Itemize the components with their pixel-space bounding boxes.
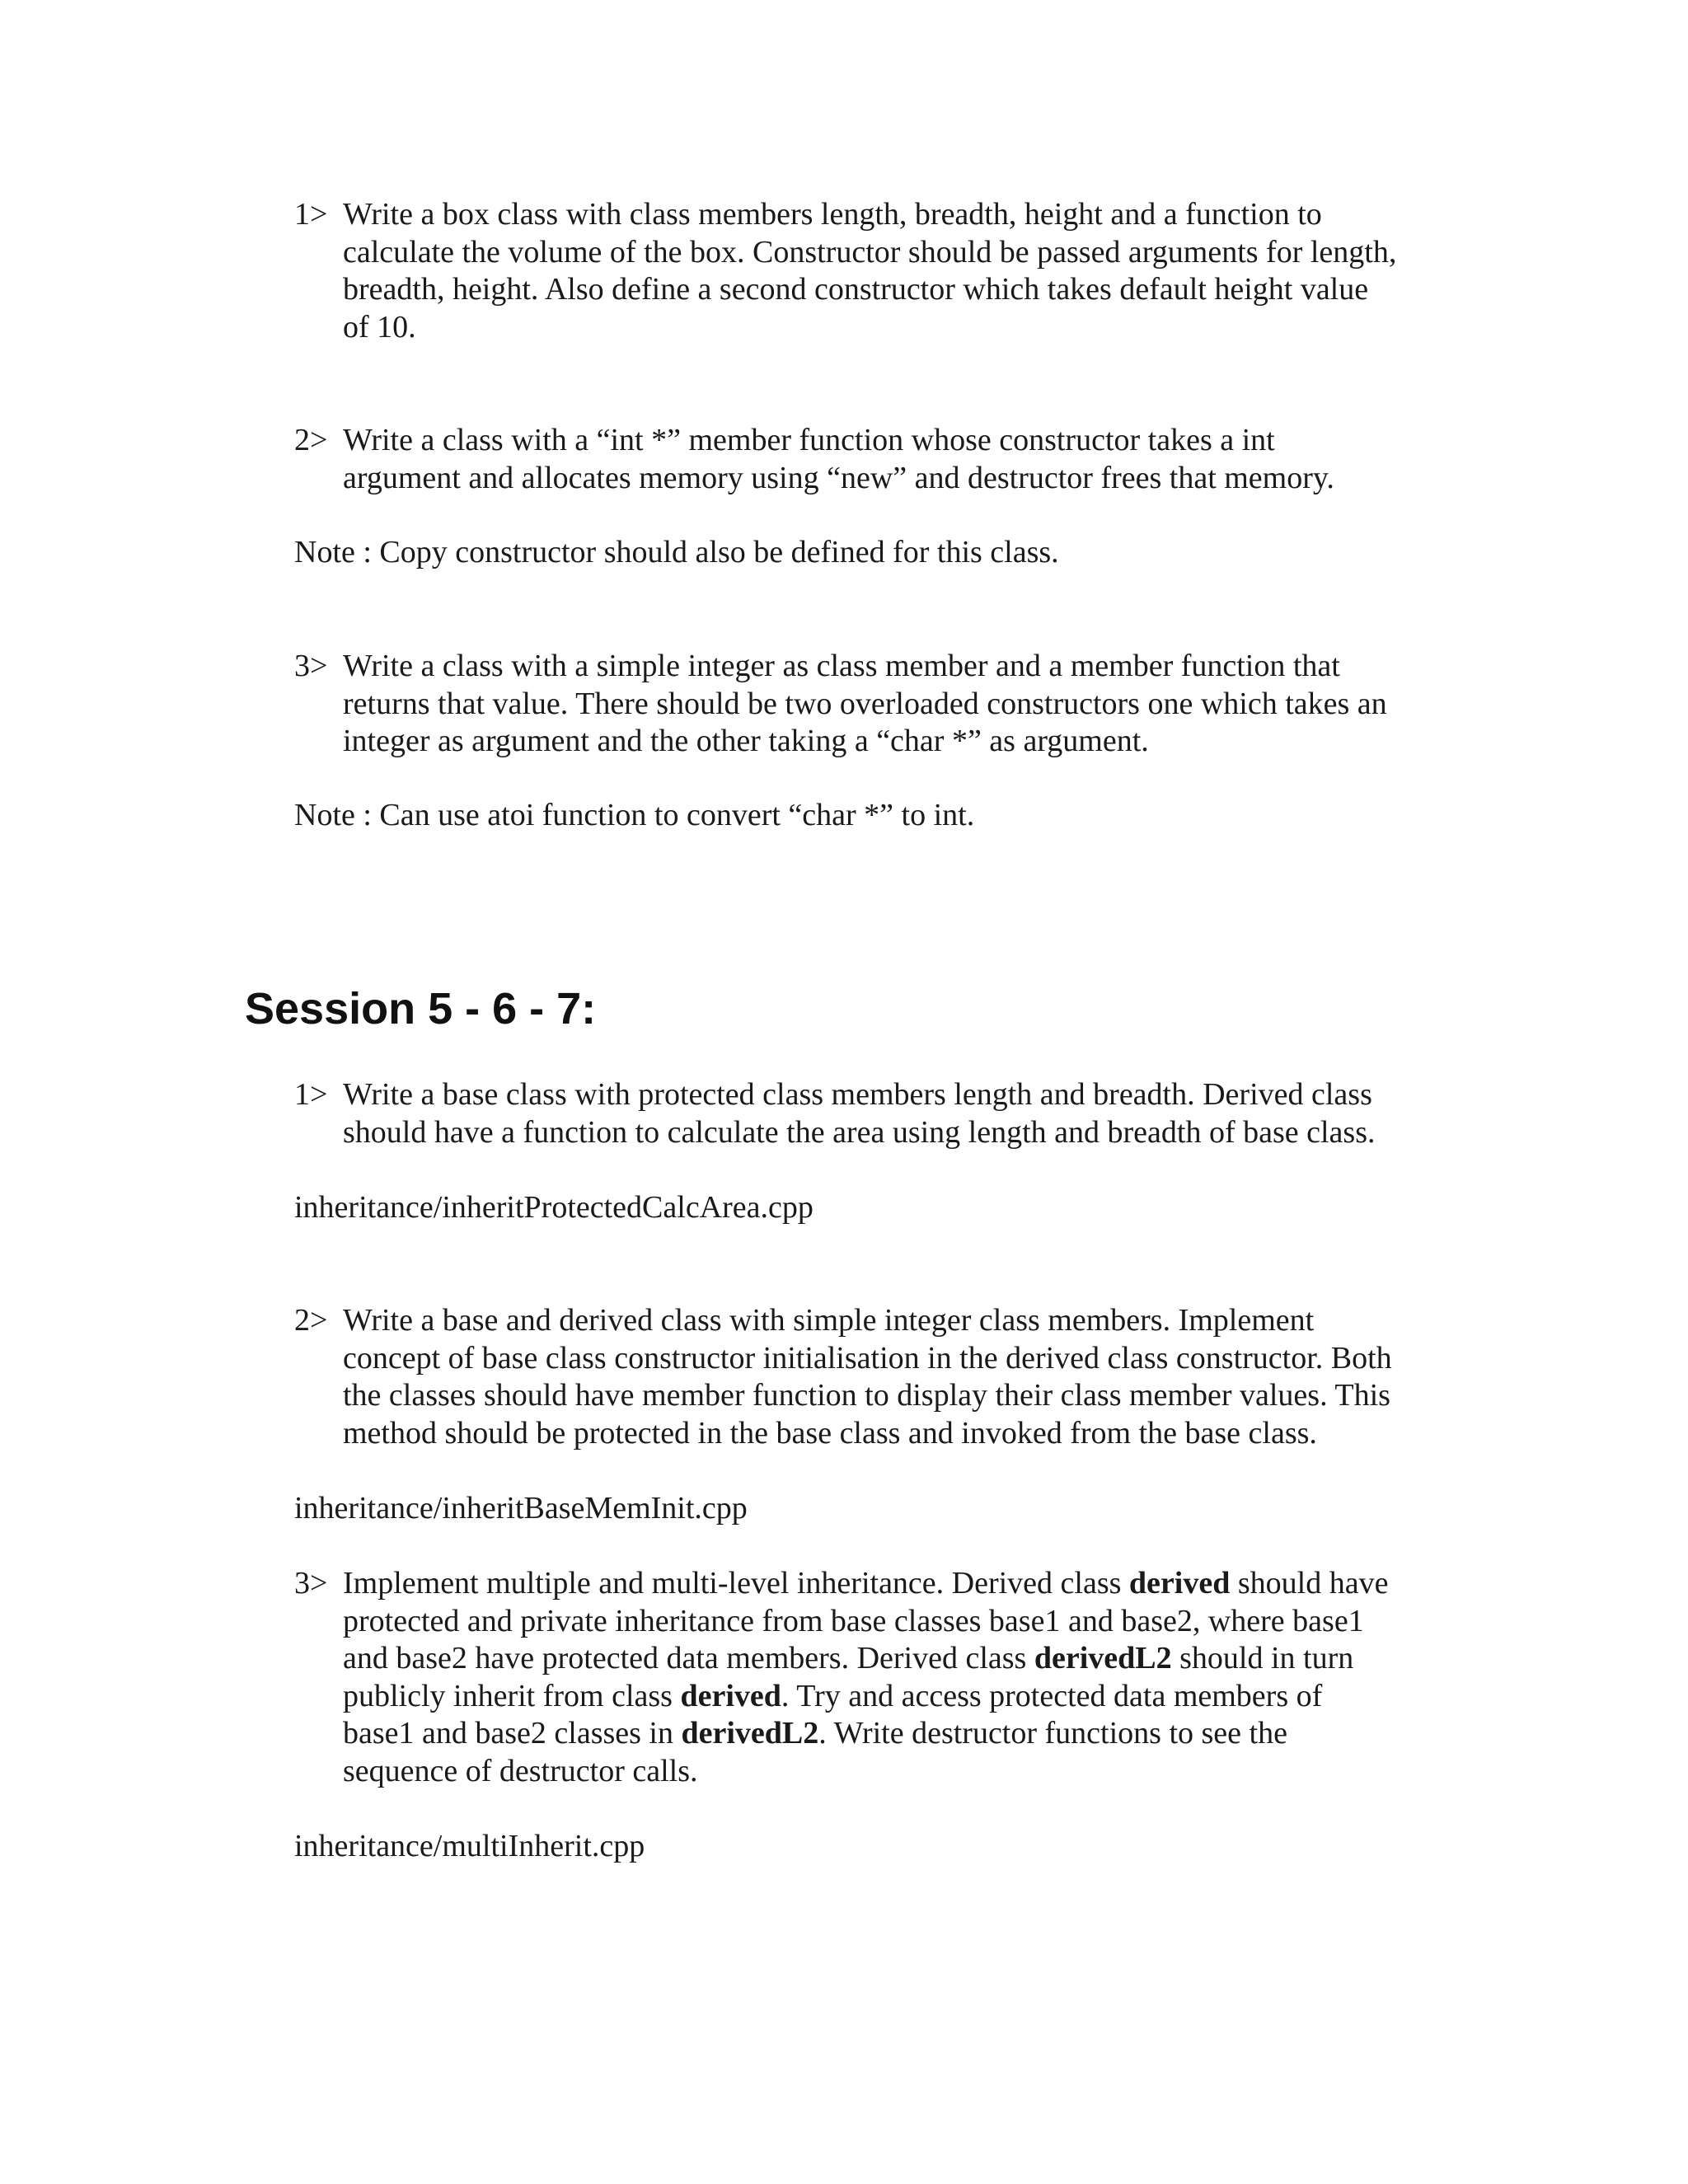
text-run: Implement multiple and multi-level inheritance. Derived class bbox=[343, 1566, 1129, 1601]
exercise-text bbox=[343, 422, 1439, 497]
text-line: calculate the volume of the box. Constructor should be passed arguments for length, bbox=[343, 234, 1397, 269]
text-run: and base2 have protected data members. Derived class bbox=[343, 1641, 1034, 1675]
text-line: sequence of destructor calls. bbox=[343, 1753, 698, 1788]
exercise-3-note: Note : Can use atoi function to convert “char *” to int. bbox=[294, 798, 975, 832]
exercise-number: 1> bbox=[294, 197, 328, 232]
exercise-text bbox=[343, 1565, 1439, 1790]
file-path: inheritance/inheritBaseMemInit.cpp bbox=[294, 1491, 748, 1526]
exercise-text bbox=[343, 1076, 1439, 1151]
class-name-bold: derived bbox=[1128, 1566, 1231, 1601]
text-line: Write a class with a “int *” member function whose constructor takes a int bbox=[343, 423, 1275, 457]
exercise-number: 3> bbox=[294, 1566, 328, 1601]
text-line: of 10. bbox=[343, 309, 416, 344]
session-heading: Session 5 - 6 - 7: bbox=[245, 984, 597, 1033]
text-run: publicly inherit from class bbox=[343, 1678, 681, 1713]
text-run: should have bbox=[1230, 1566, 1389, 1601]
text-line: integer as argument and the other taking a “char *” as argument. bbox=[343, 724, 1149, 758]
text-line: Write a base class with protected class members length and breadth. Derived class bbox=[343, 1077, 1372, 1112]
exercise-text bbox=[343, 1302, 1439, 1452]
text-line bbox=[343, 1565, 1439, 1603]
text-line: breadth, height. Also define a second constructor which takes default height value bbox=[343, 272, 1369, 307]
text-line: should have a function to calculate the area using length and breadth of base class. bbox=[343, 1114, 1376, 1150]
text-line bbox=[343, 1640, 1439, 1678]
file-path: inheritance/multiInherit.cpp bbox=[294, 1829, 645, 1863]
class-name-bold: derived bbox=[680, 1678, 781, 1713]
text-run: . Write destructor functions to see the bbox=[818, 1716, 1287, 1750]
text-line bbox=[343, 1678, 1439, 1716]
file-path: inheritance/inheritProtectedCalcArea.cpp bbox=[294, 1190, 814, 1225]
text-line bbox=[343, 1715, 1439, 1753]
text-line: Write a class with a simple integer as class member and a member function that bbox=[343, 649, 1340, 683]
text-line: returns that value. There should be two overloaded constructors one which takes an bbox=[343, 686, 1387, 721]
text-line: method should be protected in the base class and invoked from the base class. bbox=[343, 1415, 1317, 1451]
text-line: the classes should have member function to display their class member values. This bbox=[343, 1378, 1390, 1413]
text-run: should in turn bbox=[1171, 1641, 1354, 1675]
exercise-number: 2> bbox=[294, 423, 328, 457]
text-run: . Try and access protected data members of bbox=[781, 1678, 1323, 1713]
exercise-text bbox=[343, 648, 1439, 761]
exercise-number: 3> bbox=[294, 649, 328, 683]
exercise-number: 2> bbox=[294, 1303, 328, 1338]
exercise-2-note: Note : Copy constructor should also be defined for this class. bbox=[294, 535, 1059, 569]
class-name-bold: derivedL2 bbox=[681, 1716, 819, 1750]
class-name-bold: derivedL2 bbox=[1034, 1641, 1172, 1675]
text-run: base1 and base2 classes in bbox=[343, 1716, 682, 1750]
text-line: Write a base and derived class with simple integer class members. Implement bbox=[343, 1303, 1315, 1338]
text-line: concept of base class constructor initialisation in the derived class constructor. Both bbox=[343, 1340, 1392, 1376]
exercise-number: 1> bbox=[294, 1077, 328, 1112]
exercise-text bbox=[343, 196, 1439, 346]
text-line: Write a box class with class members length, breadth, height and a function to bbox=[343, 197, 1322, 232]
text-line: protected and private inheritance from base classes base1 and base2, where base1 bbox=[343, 1603, 1364, 1638]
text-line: argument and allocates memory using “new” and destructor frees that memory. bbox=[343, 460, 1334, 495]
